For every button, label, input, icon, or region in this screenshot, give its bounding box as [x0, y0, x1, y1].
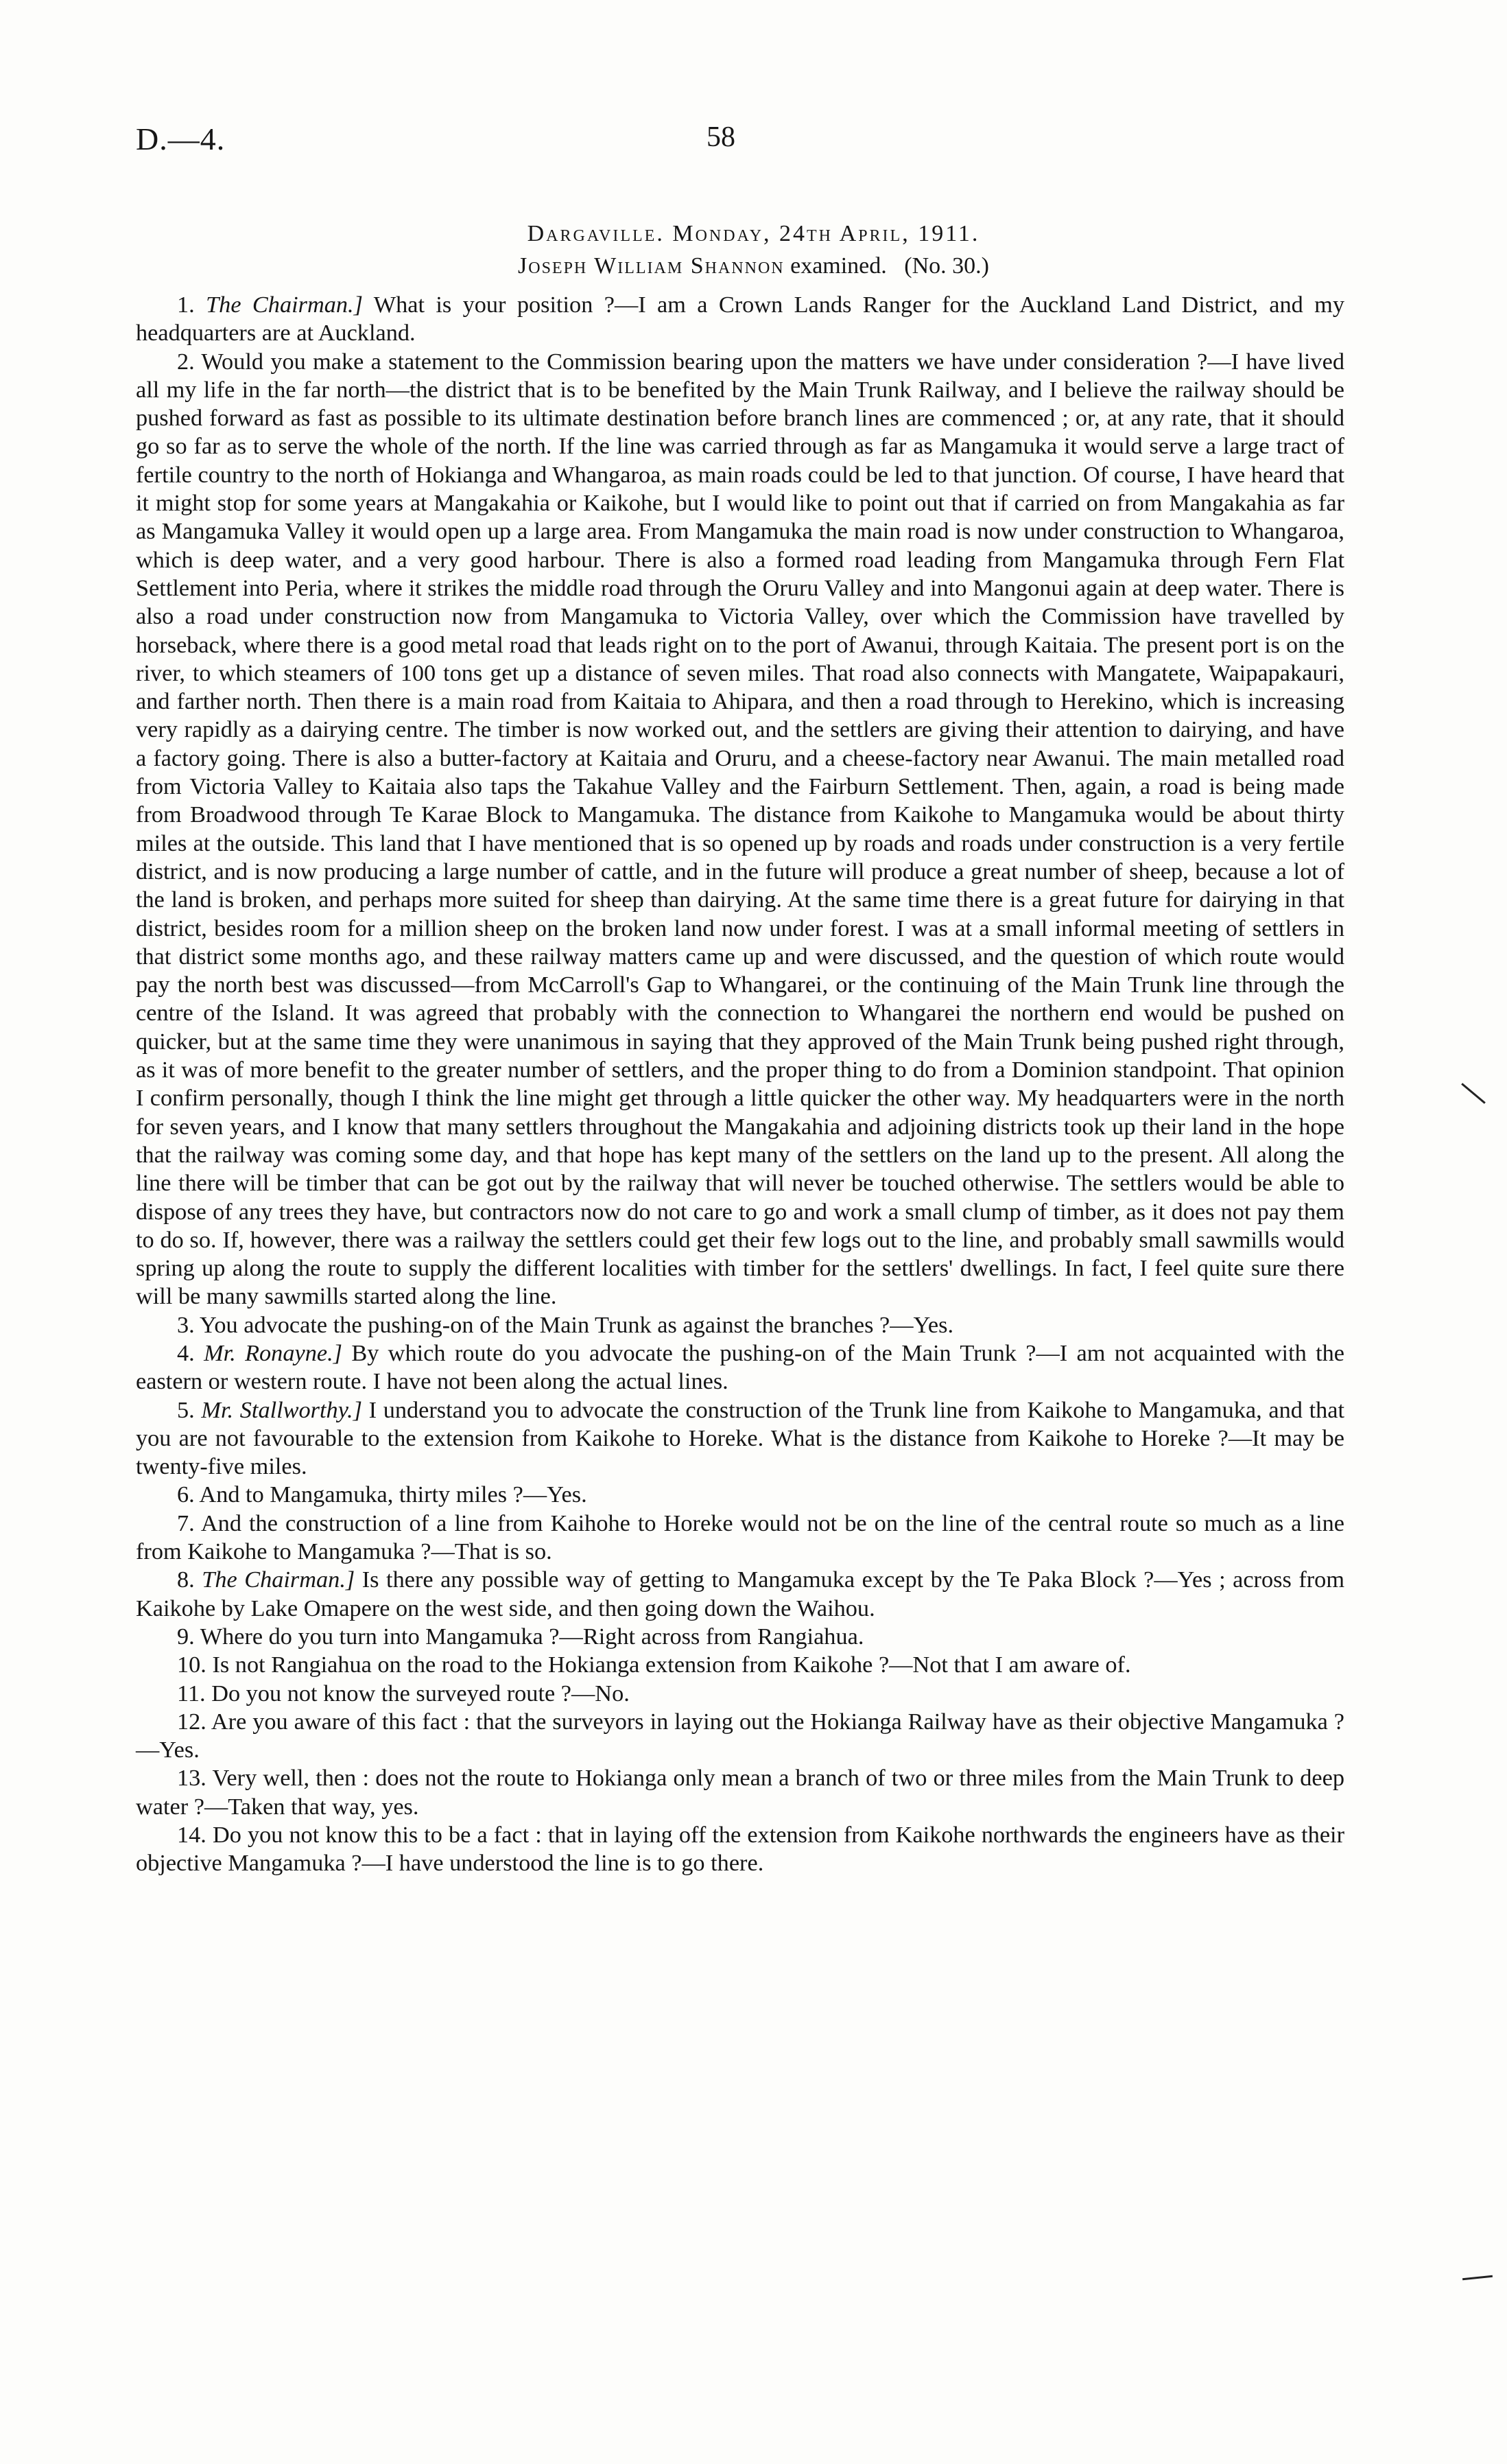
- question-paragraph: 14. Do you not know this to be a fact : that in laying off the extension from Kaikohe northwards the engineers have as their objective Mangamuka ?—I have understood the line is to go there.: [136, 1822, 1344, 1877]
- speaker: The Chairman.]: [206, 292, 363, 318]
- question-paragraph: 11. Do you not know the surveyed route ?—No.: [177, 1680, 630, 1706]
- document-reference: D.—4.: [136, 121, 226, 156]
- question-paragraph: 13. Very well, then : does not the route to Hokianga only mean a branch of two or three miles from the Main Trunk to deep water ?—Taken that way, yes.: [136, 1765, 1344, 1820]
- testimony-body: [136, 291, 1344, 1878]
- speaker: Mr. Ronayne.]: [204, 1339, 342, 1366]
- witness-number: (No. 30.): [904, 253, 989, 279]
- question-paragraph: 8. The Chairman.] Is there any possible way of getting to Mangamuka except by the Te Paka Block ?—Yes ; across from Kaikohe by Lake Omapere on the west side, and then going down the Waihou.: [136, 1567, 1344, 1621]
- question-paragraph: 4. Mr. Ronayne.] By which route do you advocate the pushing-on of the Main Trunk ?—I am not acquainted with the eastern or western route. I have not been along the actual lines.: [136, 1339, 1344, 1395]
- question-paragraph: 9. Where do you turn into Mangamuka ?—Right across from Rangiahua.: [177, 1623, 864, 1650]
- question-paragraph: 1. The Chairman.] What is your position ?—I am a Crown Lands Ranger for the Auckland Land District, and my headquarters are at Auckland.: [136, 292, 1345, 347]
- question-paragraph: 10. Is not Rangiahua on the road to the Hokianga extension from Kaikohe ?—Not that I am aware of.: [177, 1652, 1131, 1678]
- place-date-heading: Dargaville. Monday, 24th April, 1911.: [527, 221, 980, 246]
- speaker: The Chairman.]: [202, 1567, 355, 1593]
- margin-mark: [1462, 2275, 1493, 2281]
- witness-heading: [0, 253, 1507, 279]
- question-paragraph: 12. Are you aware of this fact : that the surveyors in laying out the Hokianga Railway have as their objective Mangamuka ?—Yes.: [136, 1708, 1344, 1763]
- page-number: 58: [707, 121, 735, 153]
- question-paragraph: 5. Mr. Stallworthy.] I understand you to advocate the construction of the Trunk line from Kaikohe to Mangamuka, and that you are not favourable to the extension from Kaikohe to Horeke. What is the distance from Kaikohe to Horeke ?—It may be twenty-five miles.: [136, 1396, 1344, 1480]
- question-paragraph: 2. Would you make a statement to the Commission bearing upon the matters we have under consideration ?—I have lived all my life in the far north—the district that is to be benefited by the Main Trunk Railway, and I believe the railway should be pushed forward as fast as possible to its ultimate destination before branch lines are commenced ; or, at any rate, that it should go so far as to serve the whole of the north. If the line was carried through as far as Mangamuka it would serve a large tract of fertile country to the north of Hokianga and Whangaroa, as main roads could be led to that junction. Of course, I have heard that it might stop for some years at Mangakahia or Kaikohe, but I would like to point out that if carried on from Mangakahia as far as Mangamuka Valley it would open up a large area. From Mangamuka the main road is now under construction to Whangaroa, which is deep water, and a very good harbour. There is also a formed road leading from Mangamuka through Fern Flat Settlement into Peria, where it strikes the middle road through the Oruru Valley and into Mangonui again at deep water. There is also a road under construction now from Mangamuka to Victoria Valley, over which the Commission have travelled by horseback, where there is a good metal road that leads right on to the port of Awanui, through Kaitaia. The present port is on the river, to which steamers of 100 tons get up a distance of seven miles. That road also connects with Mangatete, Waipapakauri, and farther north. Then there is a main road from Kaitaia to Ahipara, and then a road through to Herekino, which is increasing very rapidly as a dairying centre. The timber is now worked out, and the settlers are giving their attention to dairying, and have a factory going. There is also a butter-factory at Kaitaia and Oruru, and a cheese-factory near Awanui. The main metalled road from Victoria Valley to Kaitaia also taps the Takahue Valley and the Fairburn Settlement. Then, again, a road is being made from Broadwood through Te Karae Block to Mangamuka. The distance from Kaikohe to Mangamuka would be about thirty miles at the outside. This land that I have mentioned that is so opened up by roads and roads under construction is a very fertile district, and is now producing a large number of cattle, and in the future will produce a great number of sheep, because a lot of the land is broken, and perhaps more suited for sheep than dairying. At the same time there is a great future for dairying in that district, besides room for a million sheep on the broken land now under forest. I was at a small informal meeting of settlers in that district some months ago, and these railway matters came up and were discussed, and the question of which route would pay the north best was discussed—from McCarroll's Gap to Whangarei, or the continuing of the Main Trunk line through the centre of the Island. It was agreed that probably with the connection to Whangarei the northern end would be pushed on quicker, but at the same time they were unanimous in saying that they approved of the Main Trunk being pushed right through, as it was of more benefit to the greater number of settlers, and the proper thing to do from a Dominion standpoint. That opinion I confirm personally, though I think the line might get through a little quicker the other way. My headquarters were in the north for seven years, and I know that many settlers throughout the Mangakahia and adjoining districts took up their land in the hope that the railway was coming some day, and that hope has kept many of the settlers on the land up to the present. All along the line there will be timber that can be got out by the railway that will never be touched otherwise. The settlers would be able to dispose of any trees they have, but contractors now do not care to go and work a small clump of timber, as it does not pay them to do so. If, however, there was a railway the settlers could get their few logs out to the line, and probably small sawmills would spring up along the route to supply the different localities with timber for the settlers' dwellings. In fact, I feel quite sure there will be many sawmills started along the line.: [136, 348, 1344, 1310]
- question-paragraph: 7. And the construction of a line from Kaihohe to Horeke would not be on the line of the central route so much as a line from Kaikohe to Mangamuka ?—That is so.: [136, 1510, 1345, 1565]
- margin-mark: [1461, 1083, 1486, 1104]
- question-paragraph: 6. And to Mangamuka, thirty miles ?—Yes.: [177, 1481, 587, 1508]
- question-paragraph: 3. You advocate the pushing-on of the Main Trunk as against the branches ?—Yes.: [177, 1311, 954, 1338]
- witness-suffix: examined.: [784, 253, 887, 279]
- witness-name: Joseph William Shannon: [518, 253, 785, 279]
- speaker: Mr. Stallworthy.]: [201, 1396, 362, 1423]
